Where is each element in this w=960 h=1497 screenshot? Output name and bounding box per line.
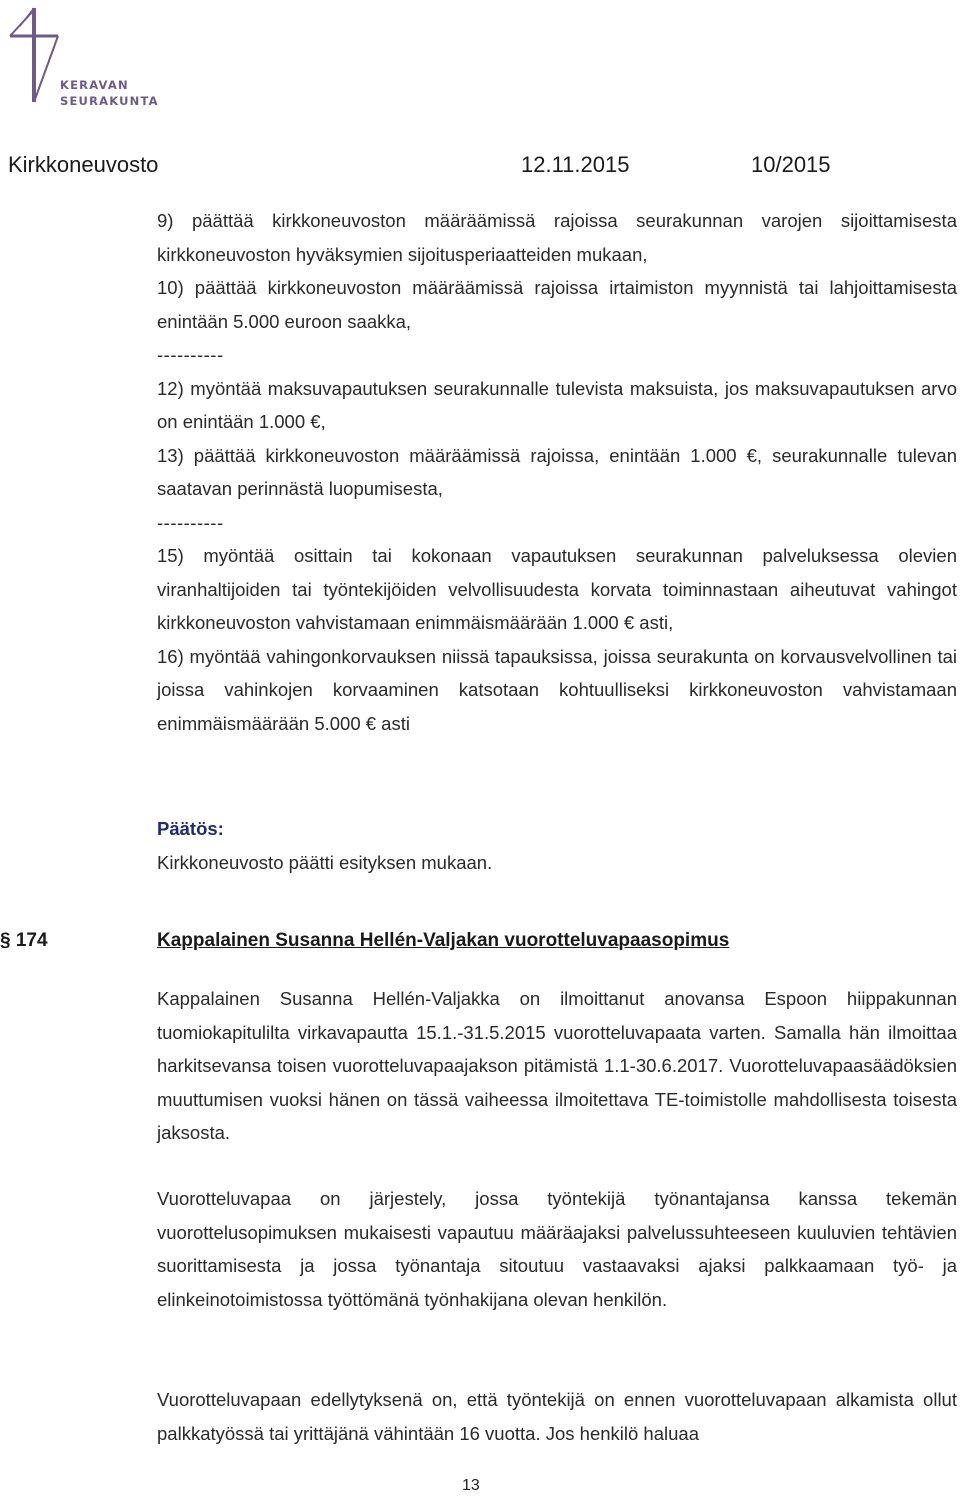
decision-block — [157, 812, 957, 879]
list-item: 16) myöntää vahingonkorvauksen niissä tapauksissa, joissa seurakunta on korvausvelvollinen tai joissa vahinkojen korvaaminen katsotaan kohtuulliseksi kirkkoneuvoston vahvistamaan enimmäismäärään 5.000 € asti — [157, 645, 957, 734]
church-logo — [6, 6, 159, 136]
section-paragraph: Vuorotteluvapaa on järjestely, jossa työntekijä työnantajansa kanssa tekemän vuorottelusopimuksen mukaisesti vapautuu määräajaksi palvelussuhteeseen kuuluvien tehtävien suorittamisesta ja jossa työnantaja sitoutuu vastaavaksi ajaksi palkkaamaan työ- ja elinkeinotoimistossa työttömänä työnhakijana olevan henkilön. — [157, 1188, 957, 1310]
section-paragraph: Kappalainen Susanna Hellén-Valjakka on ilmoittanut anovansa Espoon hiippakunnan tuomiokapitulilta virkavapautta 15.1.-31.5.2015 vuorotteluvapaata varten. Samalla hän ilmoittaa harkitsevansa toisen vuorotteluvapaajakson pitämistä 1.1-30.6.2017. Vuorotteluvapaasäädöksien muuttumisen vuoksi hänen on tässä vaiheessa ilmoitettava TE-toimistolle mahdollisesta toisesta jaksosta. — [157, 988, 957, 1143]
header-date: 12.11.2015 — [521, 152, 630, 177]
logo-line-2: SEURAKUNTA — [60, 94, 159, 108]
header-number: 10/2015 — [751, 152, 831, 177]
separator: ---------- — [157, 344, 224, 365]
list-item: 10) päättää kirkkoneuvoston määräämissä rajoissa irtaimiston myynnistä tai lahjoittamisesta enintään 5.000 euroon saakka, — [157, 277, 957, 332]
list-item: 9) päättää kirkkoneuvoston määräämissä rajoissa seurakunnan varojen sijoittamisesta kirkkoneuvoston hyväksymien sijoitusperiaatteiden mukaan, — [157, 210, 957, 265]
section-heading — [0, 930, 960, 960]
list-item: 13) päättää kirkkoneuvoston määräämissä rajoissa, enintään 1.000 €, seurakunnalle tulevan saatavan perinnästä luopumisesta, — [157, 444, 957, 499]
decision-heading: Päätös: — [157, 818, 224, 839]
section-number: § 174 — [0, 930, 48, 951]
header-title: Kirkkoneuvosto — [8, 152, 159, 177]
list-item: 15) myöntää osittain tai kokonaan vapautuksen seurakunnan palveluksessa olevien viranhaltijoiden tai työntekijöiden velvollisuudesta korvata toiminnastaan aiheutuvat vahingot kirkkoneuvoston vahvistamaan enimmäismäärään 1.000 € asti, — [157, 545, 957, 633]
item-list — [157, 204, 957, 740]
cross-icon — [6, 6, 66, 106]
logo-line-1: KERAVAN — [60, 78, 129, 92]
separator: ---------- — [157, 511, 224, 533]
decision-text: Kirkkoneuvosto päätti esityksen mukaan. — [157, 851, 493, 873]
list-item: 12) myöntää maksuvapautuksen seurakunnalle tulevista maksuista, jos maksuvapautuksen arvo on enintään 1.000 €, — [157, 377, 957, 432]
document-header — [0, 152, 960, 182]
page-number: 13 — [462, 1477, 480, 1494]
section-paragraph: Vuorotteluvapaan edellytyksenä on, että työntekijä on ennen vuorotteluvapaan alkamista ollut palkkatyössä tai yrittäjänä vähintään 16 vuotta. Jos henkilö haluaa — [157, 1389, 957, 1444]
section-title: Kappalainen Susanna Hellén-Valjakan vuorotteluvapaasopimus — [157, 930, 730, 951]
